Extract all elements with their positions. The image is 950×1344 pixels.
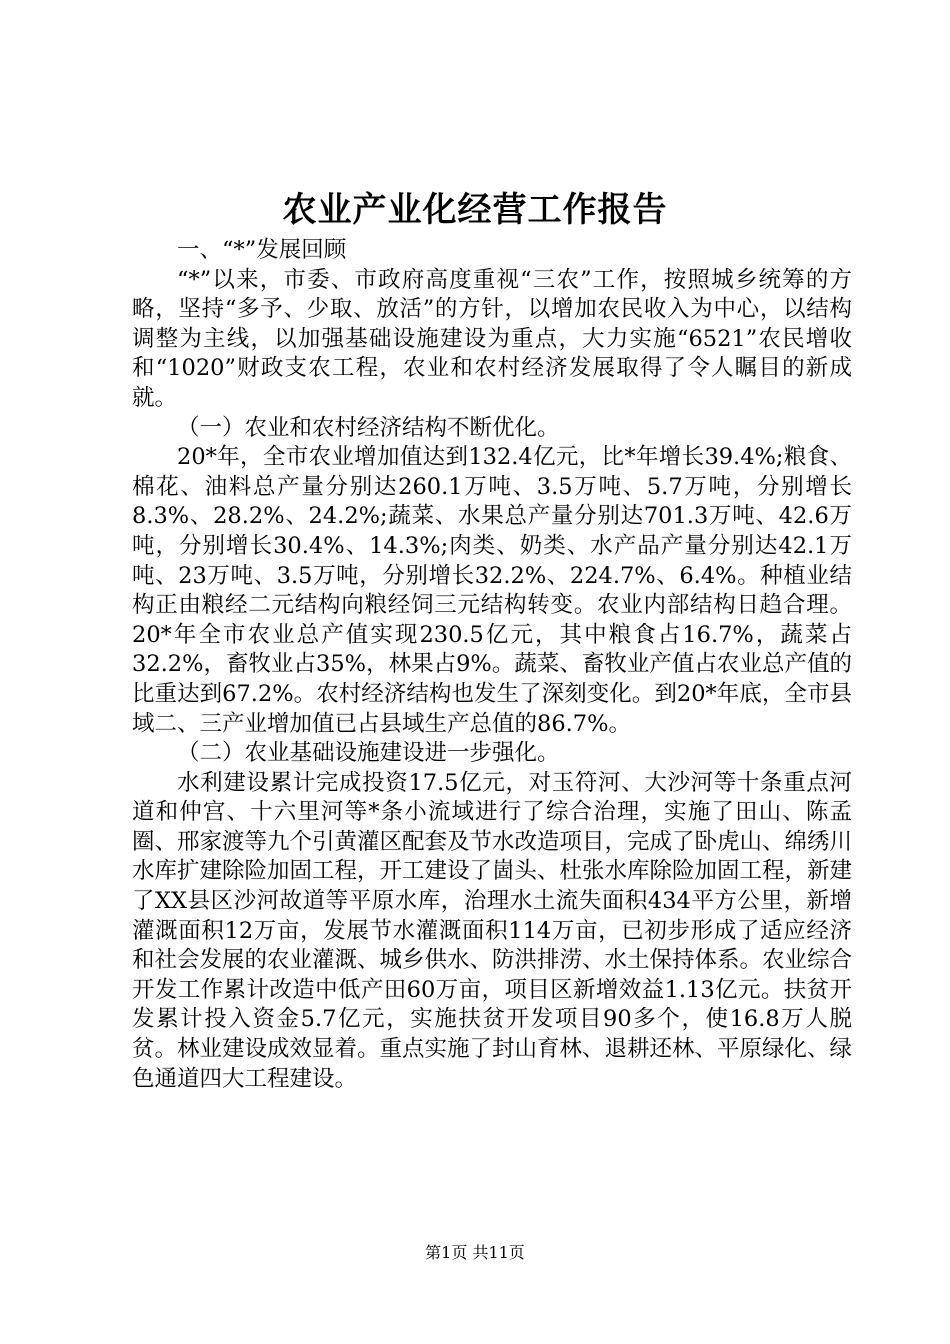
document-title: 农业产业化经营工作报告 <box>282 190 668 230</box>
subsection-heading: （一）农业和农村经济结构不断优化。 <box>177 414 560 441</box>
section-heading: 一、“*”发展回顾 <box>177 237 347 263</box>
body-paragraph: 水利建设累计完成投资17.5亿元，对玉符河、大沙河等十条重点河道和仲宫、十六里河等*条小流域进行了综合治理，实施了田山、陈孟圈、邢家渡等九个引黄灌区配套及节水改造项目，完成了卧虎山、绵绣川水库扩建除险加固工程，开工建设了崮头、杜张水库除险加固工程，新建了XX县区沙河故道等平原水库，治理水土流失面积434平方公里，新增灌溉面积12万亩，发展节水灌溉面积114万亩，已初步形成了适应经济和社会发展的农业灌溉、城乡供水、防洪排涝、水土保持体系。农业综合开发工作累计改造中低产田60万亩，项目区新增效益1.13亿元。扶贫开发累计投入资金5.7亿元，实施扶贫开发项目90多个，使16.8万人脱贫。林业建设成效显着。重点实施了封山育林、退耕还林、平原绿化、绿色通道四大工程建设。 <box>132 769 853 1092</box>
document-body <box>132 236 852 1094</box>
body-paragraph: “*”以来，市委、市政府高度重视“三农”工作，按照城乡统筹的方略，坚持“多予、少取、放活”的方针，以增加农民收入为中心，以结构调整为主线，以加强基础设施建设为重点，大力实施“6521”农民增收和“1020”财政支农工程，农业和农村经济发展取得了令人瞩目的新成就。 <box>132 266 852 411</box>
subsection-heading: （二）农业基础设施建设进一步强化。 <box>177 740 560 767</box>
body-paragraph: 20*年，全市农业增加值达到132.4亿元，比*年增长39.4%;粮食、棉花、油料总产量分别达260.1万吨、3.5万吨、5.7万吨，分别增长8.3%、28.2%、24.2%;蔬菜、水果总产量分别达701.3万吨、42.6万吨，分别增长30.4%、14.3%;肉类、奶类、水产品产量分别达42.1万吨、23万吨、3.5万吨，分别增长32.2%、224.7%、6.4%。种植业结构正由粮经二元结构向粮经饲三元结构转变。农业内部结构日趋合理。20*年全市农业总产值实现230.5亿元，其中粮食占16.7%，蔬菜占32.2%，畜牧业占35%，林果占9%。蔬菜、畜牧业产值占农业总产值的比重达到67.2%。农村经济结构也发生了深刻变化。到20*年底，全市县域二、三产业增加值已占县域生产总值的86.7%。 <box>132 444 852 737</box>
page-number-footer: 第1页 共11页 <box>425 1243 525 1262</box>
